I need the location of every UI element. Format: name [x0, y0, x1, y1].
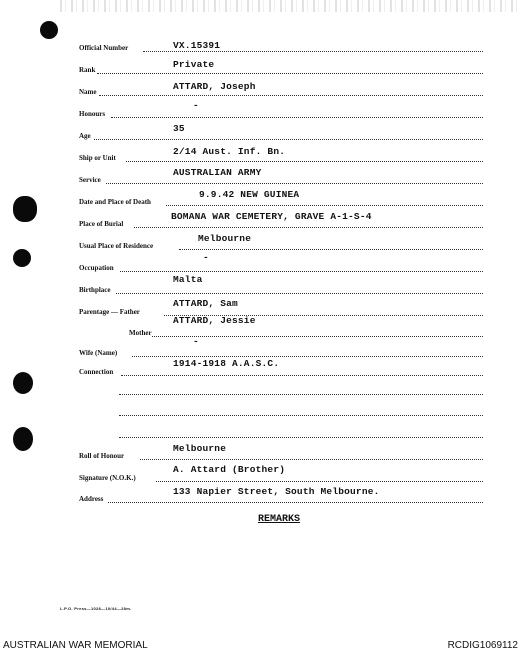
field-label: Age — [79, 132, 91, 140]
dotted-line — [120, 271, 483, 272]
dotted-line — [140, 459, 483, 460]
dotted-line — [106, 183, 483, 184]
field-value: Private — [173, 59, 215, 70]
field-value: Malta — [173, 274, 203, 285]
blank-line — [119, 437, 483, 438]
printer-imprint: L.P.O. Press—1028—10/44—28m. — [60, 606, 132, 611]
dotted-line — [111, 117, 483, 118]
field-value: 1914-1918 A.A.S.C. — [173, 358, 280, 369]
field-label: Roll of Honour — [79, 452, 125, 460]
dotted-line — [126, 161, 483, 162]
field-value: 35 — [173, 123, 185, 134]
field-label: Birthplace — [79, 286, 111, 294]
field-value: - — [193, 100, 199, 111]
blank-line — [119, 394, 483, 395]
field-value: - — [203, 252, 209, 263]
field-label: Connection — [79, 368, 114, 376]
dotted-line — [116, 293, 483, 294]
field-value: Melbourne — [173, 443, 227, 454]
field-value: 2/14 Aust. Inf. Bn. — [173, 146, 286, 157]
field-parentage-mother — [0, 315, 522, 347]
field-usual-residence — [0, 233, 522, 260]
field-label: Official Number — [79, 44, 129, 52]
field-label: Usual Place of Residence — [79, 242, 154, 250]
field-place-of-burial — [0, 211, 522, 238]
blank-line — [119, 415, 483, 416]
field-label: Occupation — [79, 264, 114, 272]
dotted-line — [108, 502, 483, 503]
field-label: Parentage — Father — [79, 308, 140, 316]
field-address — [0, 486, 522, 513]
field-value: 133 Napier Street, South Melbourne. — [173, 486, 380, 497]
field-label: Wife (Name) — [79, 349, 118, 357]
field-value: - — [193, 336, 199, 347]
field-label: Honours — [79, 110, 106, 118]
field-birthplace — [0, 274, 522, 304]
field-label: Ship or Unit — [79, 154, 116, 162]
field-value: 9.9.42 NEW GUINEA — [199, 189, 300, 200]
dotted-line — [121, 375, 483, 376]
dotted-line — [166, 205, 483, 206]
dotted-line — [132, 356, 483, 357]
field-label: Rank — [79, 66, 96, 74]
field-official-number — [0, 40, 522, 62]
remarks-heading: REMARKS — [258, 514, 301, 525]
dotted-line — [134, 227, 483, 228]
field-label: Signature (N.O.K.) — [79, 474, 136, 482]
record-id: RCDIG1069112 — [447, 640, 518, 651]
dotted-line — [99, 95, 483, 96]
dotted-line — [97, 73, 483, 74]
field-connection — [0, 358, 522, 386]
field-value: ATTARD, Joseph — [173, 81, 256, 92]
dotted-line — [94, 139, 483, 140]
field-label: Place of Burial — [79, 220, 124, 228]
field-label: Date and Place of Death — [79, 198, 151, 206]
field-label: Mother — [129, 329, 152, 337]
dotted-line — [143, 51, 483, 52]
field-value: ATTARD, Jessie — [173, 315, 256, 326]
field-value: Melbourne — [198, 233, 252, 244]
field-value: ATTARD, Sam — [173, 298, 238, 309]
archive-name: AUSTRALIAN WAR MEMORIAL — [3, 640, 148, 651]
field-value: AUSTRALIAN ARMY — [173, 167, 262, 178]
field-parentage-father — [0, 298, 522, 326]
dotted-line — [152, 336, 483, 337]
scan-noise — [60, 0, 522, 12]
field-value: BOMANA WAR CEMETERY, GRAVE A-1-S-4 — [171, 211, 372, 222]
field-rank — [0, 59, 522, 84]
field-name — [0, 81, 522, 106]
field-value: VX.15391 — [173, 40, 221, 51]
field-label: Service — [79, 176, 101, 184]
dotted-line — [179, 249, 483, 250]
field-honours — [0, 100, 522, 128]
field-label: Name — [79, 88, 97, 96]
archive-footer — [0, 638, 522, 654]
field-occupation — [0, 252, 522, 282]
punch-hole-1 — [40, 21, 58, 39]
field-value: A. Attard (Brother) — [173, 464, 286, 475]
field-label: Address — [79, 495, 104, 503]
dotted-line — [156, 481, 483, 482]
